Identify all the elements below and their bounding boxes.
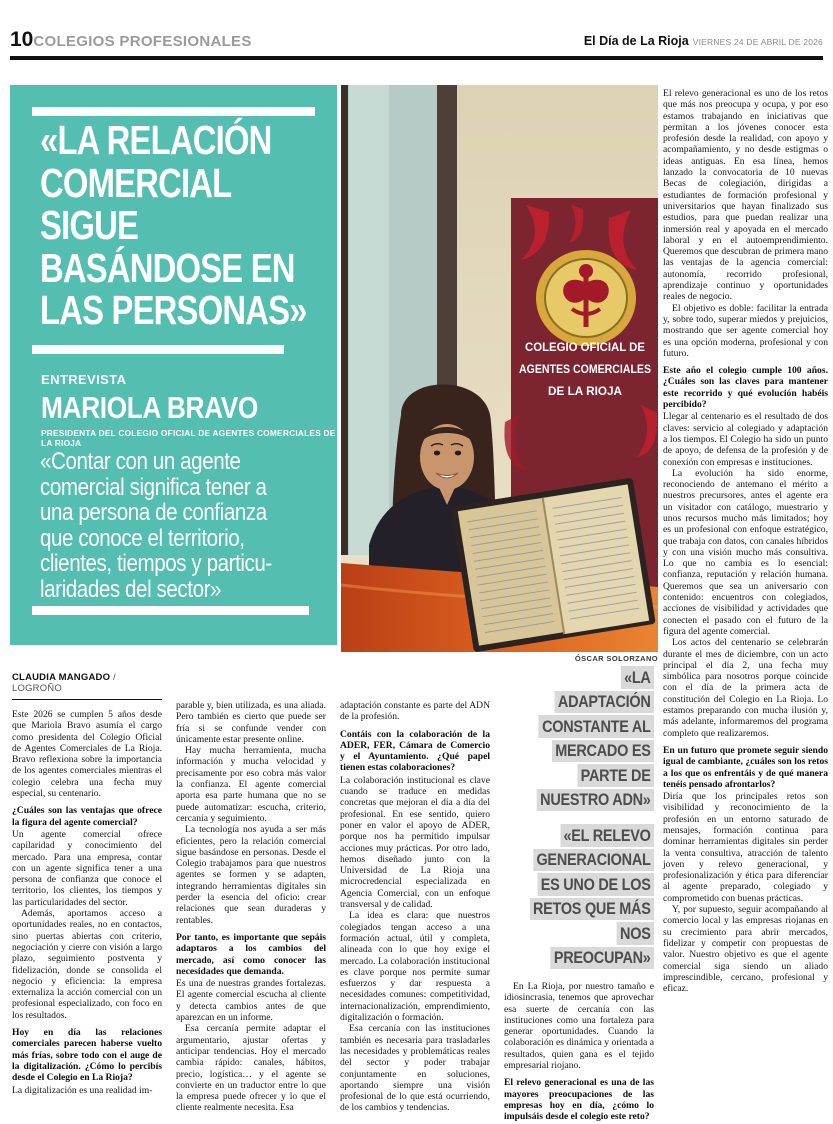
- byline-author: CLAUDIA MANGADO: [12, 672, 111, 683]
- photo-illustration: [341, 85, 658, 652]
- pull-quote-line: PREOCUPAN»: [550, 947, 654, 970]
- banner-line: AGENTES COMERCIALES: [519, 362, 651, 376]
- question-paragraph: Este año el colegio cumple 100 años. ¿Cuáles son las claves para mantener este recorrido y qué evolución habéis percibido?: [663, 365, 828, 411]
- feature-block: [10, 85, 337, 645]
- body-paragraph: El relevo generacional es uno de los retos que más nos preocupa y ocupa, y por eso estamos trabajando en iniciativas que permitan a los jóvenes conocer esta profesión desde la realidad, con apoyo y acompañamiento, y no desde estigmas o ideas antiguas. En esa línea, hemos lanzado la convocatoria de 10 nuevas Becas de colegiación, dirigidas a estudiantes de formación profesional y universitarios que hayan finalizado sus estudios, para que puedan realizar una inmersión real y apoyada en el mercado laboral y en el autoemprendimiento. Queremos que descubran de primera mano las ventajas de la agencia comercial: autonomía, recorrido profesional, aprendizaje continuo y oportunidades reales de negocio.: [663, 88, 828, 303]
- article-column-5: [663, 88, 828, 994]
- page-number: 10: [10, 28, 34, 51]
- body-paragraph: La evolución ha sido enorme, reconociendo de antemano el mérito a nuestros precursores, antes el agente era un visitador con catálogo, muestrario y unos recursos mucho más limitados; hoy es un profesional con enfoque estratégico, que trabaja con datos, con canales híbridos y con una visión mucho más consultiva. Lo que no cambia es lo esencial: confianza, reputación y relación humana. Queremos que sea un aniversario con contenido: encuentros con colegiados, acciones de visibilidad y actividades que conecten el pasado con el futuro de la figura del agente comercial.: [663, 467, 828, 637]
- body-paragraph: Esa cercanía permite adaptar el argumentario, ajustar ofertas y anticipar tendencias. Hoy el mercado cambia rápido: canales, hábitos, precio, logística… y el agente se convierte en un traductor entre lo que la empresa puede ofrecer y lo que el cliente realmente necesita. Esa: [176, 1023, 326, 1114]
- white-rule-top: [32, 107, 315, 116]
- kicker-entrevista: ENTREVISTA: [41, 372, 127, 387]
- pull-quote-line: RETOS QUE MÁS: [530, 898, 654, 921]
- masthead-block: [584, 32, 823, 50]
- body-paragraph: Un agente comercial ofrece capilaridad y conocimiento del mercado. Para una empresa, contar con un agente significa tener a una persona de confianza que conoce el territorio, los clientes, los tiempos y las particularidades del sector.: [12, 828, 162, 908]
- byline: [12, 672, 162, 700]
- body-paragraph: Los actos del centenario se celebrarán durante el mes de diciembre, con un acto principal el día 2, una fecha muy simbólica para nosotros porque coincide con el día de la primera acta de constitución del Colegio en La Rioja. Lo estamos preparando con mucha ilusión y, más adelante, informaremos del programa completo que realizaremos.: [663, 637, 828, 739]
- pull-quote-relevo: [504, 824, 654, 969]
- headline-line: «LA RELACIÓN: [40, 117, 272, 163]
- article-column-4: [504, 666, 654, 1124]
- banner-line: DE LA RIOJA: [548, 384, 623, 398]
- pull-quote-line: NUESTRO ADN»: [537, 789, 654, 812]
- pull-quote-line: GENERACIONAL: [533, 849, 654, 872]
- body-paragraph: Y, por supuesto, seguir acompañando al comercio local y las empresas riojanas en su crecimiento para abrir mercados, fidelizar y competir con propuestas de valor. Nuestro objetivo es que el agente comercial siga siendo un aliado imprescindible, cercano, profesional y eficaz.: [663, 904, 828, 995]
- headline-line: COMERCIAL: [40, 159, 232, 206]
- body-paragraph: La digitalización es una realidad im-: [12, 1084, 153, 1096]
- pull-quote-line: MERCADO ES: [552, 740, 654, 763]
- body-paragraph: Es una de nuestras grandes fortalezas. El agente comercial escucha al cliente y detecta cambios antes de que aparezcan en un informe.: [176, 978, 326, 1024]
- pull-quote-line: ES UNO DE LOS: [537, 873, 654, 896]
- body-paragraph: El objetivo es doble: facilitar la entrada y, sobre todo, superar miedos y prejuicios, mostrando que ser agente comercial hoy es una opción moderna, profesional y con futuro.: [663, 302, 828, 359]
- subquote-line: una persona de confianza: [40, 499, 267, 526]
- question-paragraph: El relevo generacional es una de las mayores preocupaciones de las empresas hoy en día, ¿cómo lo impulsáis desde el colegio este reto?: [504, 1077, 654, 1123]
- subquote-line: clientes, tiempos y particu-: [40, 550, 272, 577]
- secondary-quote: [40, 449, 337, 602]
- date: VIERNES 24 DE ABRIL DE 2026: [692, 37, 823, 47]
- pull-quote-line: CONSTANTE AL: [539, 715, 654, 738]
- body-paragraph: En La Rioja, por nuestro tamaño e idiosincrasia, tenemos que aprovechar esa suerte de cercanía con las instituciones como una fortaleza para generar oportunidades. Cuando la colaboración es dinámica y orientada a resultados, quien gana es el tejido empresarial riojano.: [504, 981, 654, 1072]
- headline-line: LAS PERSONAS»: [40, 287, 307, 333]
- question-paragraph: Hoy en día las relaciones comerciales parecen haberse vuelto más frías, sobre todo con el auge de la digitalización. ¿Cómo lo percibís desde el Colegio en La Rioja?: [12, 1027, 162, 1084]
- interviewee-name: MARIOLA BRAVO: [41, 390, 258, 425]
- subquote-line: que conoce el territorio,: [40, 524, 245, 552]
- pull-quote-line: PARTE DE: [577, 764, 654, 787]
- pull-quote-line: NOS: [617, 922, 654, 945]
- masthead: El Día de La Rioja: [583, 34, 689, 48]
- body-paragraph: adaptación constante es parte del ADN de la profesión.: [340, 700, 490, 723]
- article-column-2: [176, 700, 326, 1114]
- body-paragraph: La tecnología nos ayuda a ser más eficientes, pero la relación comercial sigue basándose en personas. Desde el Colegio trabajamos para que nuestros agentes se formen y se adapten, integrando herramientas digitales sin perder la esencia del oficio: crear relaciones que sean duraderas y rentables.: [176, 824, 326, 926]
- subquote-line: laridades del sector»: [40, 575, 222, 603]
- antique-book: [451, 477, 656, 652]
- pull-quote-line: ADAPTACIÓN: [554, 691, 654, 714]
- article-column-1: [12, 672, 162, 1096]
- question-paragraph: Por tanto, es importante que sepáis adaptaros a los cambios del mercado, así como conocer las necesidades que demanda.: [176, 931, 326, 977]
- pull-quote-line: «LA: [621, 666, 654, 689]
- body-paragraph: Llegar al centenario es el resultado de dos claves: servicio al colegiado y adaptación a los tiempos. El Colegio ha sido un punto de apoyo, de defensa de la profesión y de conexión con empresas e instituciones.: [663, 411, 828, 468]
- body-paragraph: Hay mucha herramienta, mucha información y mucha velocidad y precisamente por eso cobra más valor la confianza. El agente comercial aporta esa parte humana que no se puede automatizar: escucha, criterio, cercanía y seguimiento.: [176, 745, 326, 824]
- white-rule-bottom: [32, 606, 309, 615]
- photo-credit: ÓSCAR SOLORZANO: [574, 654, 658, 663]
- headline-line: SIGUE: [40, 202, 139, 248]
- pull-quote-adn: [504, 666, 654, 811]
- body-paragraph: parable y, bien utilizada, es una aliada. Pero también es cierto que puede ser fría si se confunde vender con únicamente estar presente online.: [176, 700, 326, 745]
- body-paragraph: Diría que los principales retos son visibilidad y reconocimiento de la profesión en un entorno saturado de mensajes, formación continua para dominar herramientas digitales sin perder la venta consultiva, atracción de talento joven y relevo generacional, y profesionalización y ética para diferenciar al agente preparado, colegiado y comprometido con buenas prácticas.: [663, 791, 828, 904]
- interview-photo: [341, 85, 658, 652]
- header-rule: [10, 56, 823, 60]
- body-paragraph: Además, aportamos acceso a oportunidades reales, no en contactos, sino puertas abiertas con criterio, negociación y cierre con visión a largo plazo, seguimiento postventa y fidelización, donde se consolida el negocio y eficiencia: la empresa externaliza la acción comercial con un profesional especializado, con foco en los resultados.: [12, 908, 162, 1021]
- pull-quote-line: «EL RELEVO: [560, 824, 654, 847]
- body-paragraph: Esa cercanía con las instituciones también es necesaria para trasladarles las necesidades y problemáticas reales del sector y poder trabajar conjuntamente en soluciones, aportando siempre una visión profesional de lo que está ocurriendo, de los cambios y tendencias.: [340, 1023, 490, 1114]
- question-paragraph: En un futuro que promete seguir siendo igual de cambiante, ¿cuáles son los retos a los que os enfrentáis y de qué manera tenéis pensado afrontarlos?: [663, 744, 828, 790]
- byline-place: / LOGROÑO: [12, 672, 116, 694]
- headline-line: BASÁNDOSE EN: [40, 244, 295, 291]
- question-paragraph: ¿Cuáles son las ventajas que ofrece la figura del agente comercial?: [12, 805, 162, 828]
- banner-line: COLEGIO OFICIAL DE: [525, 340, 645, 354]
- question-paragraph: Contáis con la colaboración de la ADER, FER, Cámara de Comercio y el Ayuntamiento. ¿Qué papel tienen estas colaboraciones?: [340, 728, 490, 774]
- white-rule-middle: [32, 345, 284, 354]
- subquote-line: «Contar con un agente: [40, 448, 241, 475]
- article-column-3: [340, 700, 490, 1114]
- body-paragraph: La idea es clara: que nuestros colegiados tengan acceso a una formación actual, útil y completa, alineada con lo que hoy exige el mercado. La colaboración institucional es clave porque nos permite sumar esfuerzos y dar respuesta a necesidades comunes: competitividad, internacionalización, emprendimiento, digitalización o formación.: [340, 910, 490, 1024]
- colegio-emblem: [536, 250, 636, 346]
- section-title: COLEGIOS PROFESIONALES: [33, 33, 252, 50]
- headline-quote: [40, 119, 336, 332]
- body-paragraph: La colaboración institucional es clave cuando se traduce en medidas concretas que mejoran el día a día del profesional. En ese sentido, quiero poner en valor el apoyo de ADER, porque nos ha permitido impulsar acciones muy prácticas. Por otro lado, hemos diseñado junto con la Universidad de La Rioja una microcredencial especializada en Agencia Comercial, con un enfoque transversal y de calidad.: [340, 774, 490, 911]
- page-header: [10, 24, 823, 54]
- section-header: [10, 28, 252, 52]
- body-paragraph: Este 2026 se cumplen 5 años desde que Mariola Bravo asumía el cargo como presidenta del Colegio Oficial de Agentes Comerciales de La Rioja. Bravo reflexiona sobre la importancia de los agentes comerciales mientras el colegio celebra una fecha muy especial, su centenario.: [12, 709, 162, 800]
- subquote-line: comercial significa tener a: [40, 473, 267, 501]
- interviewee-role: PRESIDENTA DEL COLEGIO OFICIAL DE AGENTES COMERCIALES DE LA RIOJA: [41, 428, 336, 448]
